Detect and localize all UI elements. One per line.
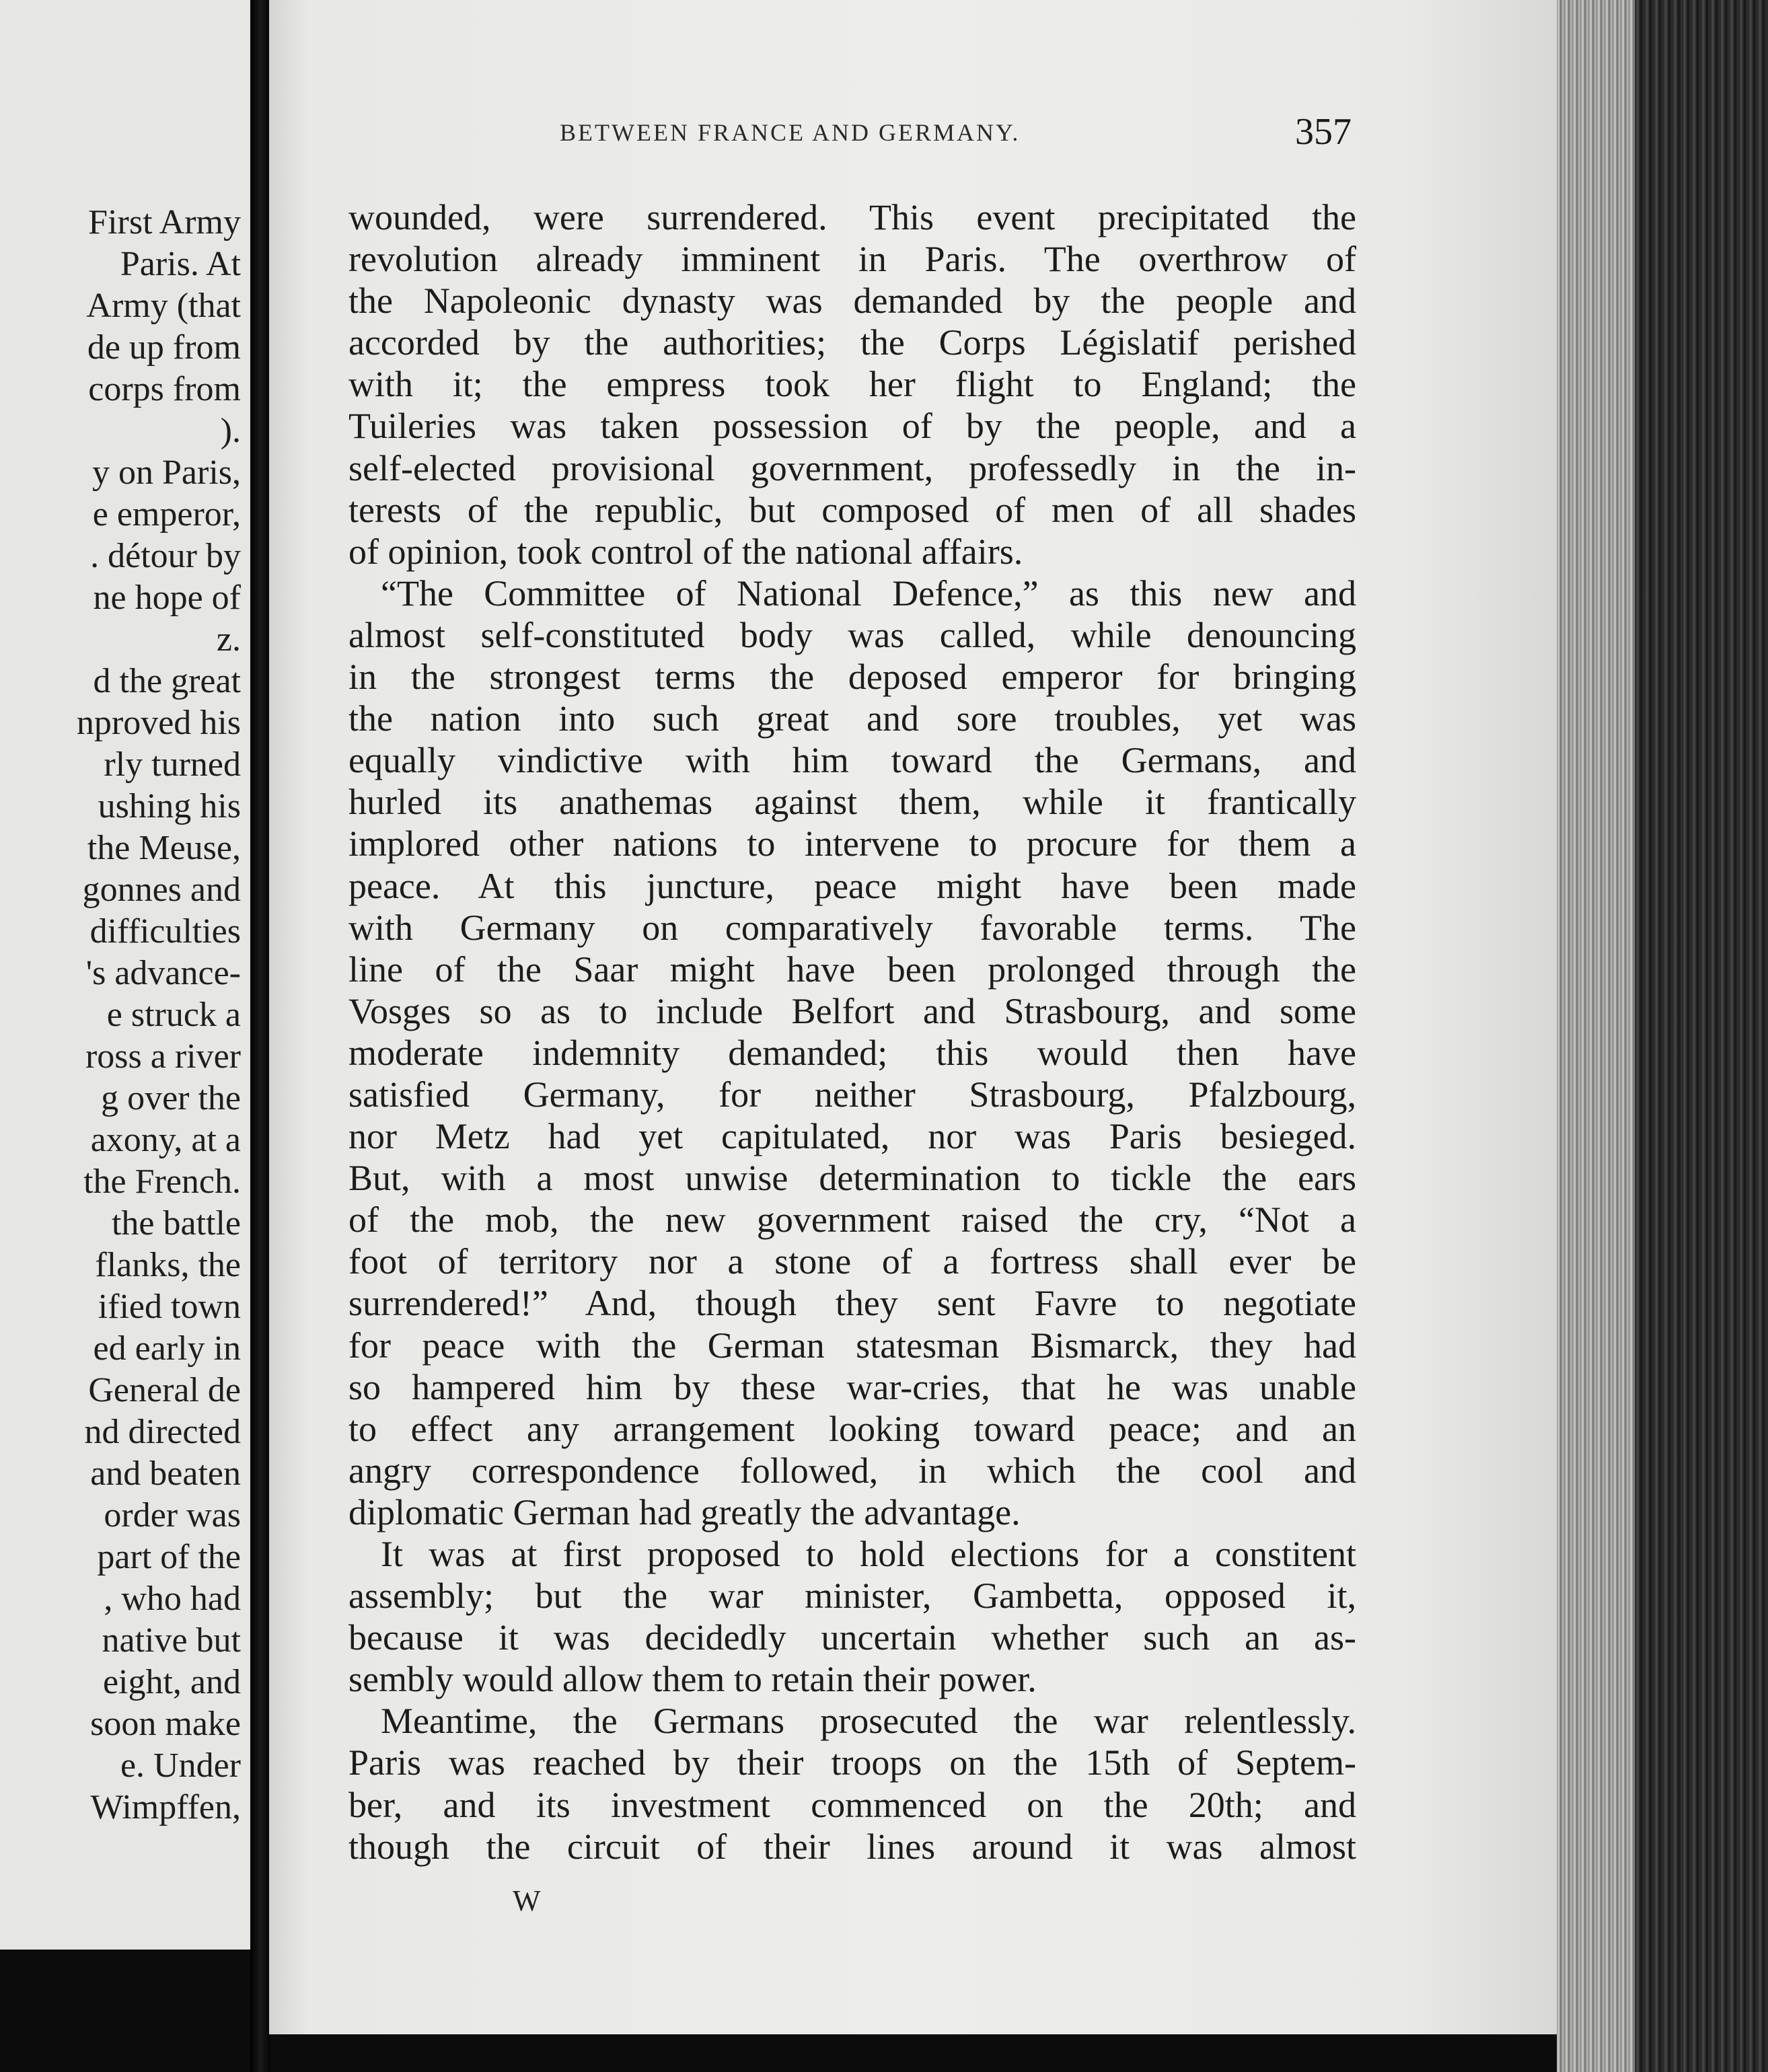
left-page-line: difficulties [89,912,241,951]
text-line: Meantime, the Germans prosecuted the war relentlessly. [381,1701,1356,1742]
text-line: for peace with the German statesman Bismarck, they had [348,1325,1356,1366]
left-page-line: de up from [87,328,241,367]
text-line: foot of territory nor a stone of a fortress shall ever be [348,1241,1356,1282]
page-number: 357 [1295,111,1352,153]
left-page-line: Wimpffen, [90,1788,241,1826]
text-line: angry correspondence followed, in which the cool and [348,1450,1356,1491]
text-line: the Napoleonic dynasty was demanded by the people and [348,281,1356,322]
left-page-line: y on Paris, [92,453,241,492]
text-line: line of the Saar might have been prolonged through the [348,949,1356,990]
left-page-line: nproved his [76,704,241,742]
left-page-line: , who had [104,1580,241,1618]
left-page-line: g over the [101,1079,241,1117]
text-line: revolution already imminent in Paris. The overthrow of [348,239,1356,280]
left-page-line: soon make [90,1705,241,1743]
left-page-line: d the great [93,662,241,700]
text-line: moderate indemnity demanded; this would then have [348,1032,1356,1073]
left-page-line: ). [220,412,241,450]
left-page-line: order was [104,1496,241,1534]
left-page-line: the battle [111,1204,241,1243]
body-text [348,196,1356,1867]
signature-mark: W [513,1884,541,1917]
left-page [0,0,250,1950]
text-line: nor Metz had yet capitulated, nor was Paris besieged. [348,1116,1356,1157]
left-page-line: and beaten [90,1454,241,1493]
text-line: satisfied Germany, for neither Strasbourg, Pfalzbourg, [348,1074,1356,1115]
text-line: “The Committee of National Defence,” as this new and [381,572,1356,614]
text-line: Vosges so as to include Belfort and Strasbourg, and some [348,990,1356,1031]
text-line: with Germany on comparatively favorable terms. The [348,907,1356,948]
left-page-line: General de [88,1371,241,1409]
text-line: though the circuit of their lines around it was almost [348,1826,1356,1867]
left-page-line: gonnes and [82,871,241,909]
left-page-line: ified town [98,1288,241,1326]
right-page [269,0,1557,2034]
text-line: because it was decidedly uncertain whether such an as- [348,1617,1356,1658]
text-line: of the mob, the new government raised the cry, “Not a [348,1199,1356,1241]
left-page-line: flanks, the [95,1246,241,1284]
text-line: to effect any arrangement looking toward peace; and an [348,1408,1356,1449]
text-line: with it; the empress took her flight to England; the [348,364,1356,405]
left-page-line: . détour by [90,537,241,575]
book-gutter [250,0,270,2072]
left-page-line: ne hope of [93,579,241,617]
left-page-line: e struck a [106,996,241,1034]
text-line: the nation into such great and sore troubles, yet was [348,698,1356,739]
text-line: wounded, were surrendered. This event precipitated the [348,197,1356,237]
left-page-line: ross a river [85,1037,241,1076]
text-line: assembly; but the war minister, Gambetta, opposed it, [348,1576,1356,1617]
left-page-line: nd directed [84,1413,241,1451]
left-page-line: ed early in [93,1329,241,1368]
left-page-line: e. Under [120,1746,241,1785]
text-line: sembly would allow them to retain their power. [348,1659,1037,1700]
left-page-line: e emperor, [92,495,241,533]
left-page-line: the Meuse, [87,829,241,867]
text-line: terests of the republic, but composed of men of all shades [348,489,1356,530]
left-page-line: Paris. At [120,245,241,283]
text-line: surrendered!” And, though they sent Favre to negotiate [348,1283,1356,1324]
text-line: ber, and its investment commenced on the 20th; and [348,1784,1356,1825]
text-line: peace. At this juncture, peace might have been made [348,865,1356,906]
left-page-line: First Army [88,203,241,242]
left-page-line: corps from [88,370,241,408]
text-line: so hampered him by these war-cries, that he was unable [348,1366,1356,1407]
text-line: Tuileries was taken possession of by the people, and a [348,406,1356,447]
left-page-line: 's advance- [85,954,241,992]
text-line: implored other nations to intervene to procure for them a [348,823,1356,864]
text-line: hurled its anathemas against them, while it frantically [348,782,1356,823]
text-line: diplomatic German had greatly the advantage. [348,1491,1021,1532]
left-page-line: Army (that [86,287,241,325]
text-line: It was at first proposed to hold elections for a constitent [381,1534,1356,1574]
left-page-line: eight, and [102,1663,241,1701]
text-line: accorded by the authorities; the Corps Législatif perished [348,322,1356,363]
left-page-line: native but [102,1621,241,1660]
text-line: Paris was reached by their troops on the 15th of Septem- [348,1742,1356,1783]
left-page-line: axony, at a [90,1121,241,1159]
running-head: BETWEEN FRANCE AND GERMANY. [560,119,1021,146]
text-line: equally vindictive with him toward the Germans, and [348,740,1356,781]
book-fore-edge-shadow [1635,0,1768,2072]
left-page-line: ushing his [98,787,241,825]
text-line: But, with a most unwise determination to tickle the ears [348,1158,1356,1199]
text-line: self-elected provisional government, professedly in the in- [348,447,1356,488]
text-line: almost self-constituted body was called, while denouncing [348,614,1356,655]
left-page-line: part of the [97,1538,241,1576]
left-page-line: rly turned [104,745,241,784]
text-line: of opinion, took control of the national affairs. [348,531,1023,572]
left-page-line: z. [216,620,241,659]
text-line: in the strongest terms the deposed emperor for bringing [348,657,1356,698]
left-page-line: the French. [83,1162,241,1201]
